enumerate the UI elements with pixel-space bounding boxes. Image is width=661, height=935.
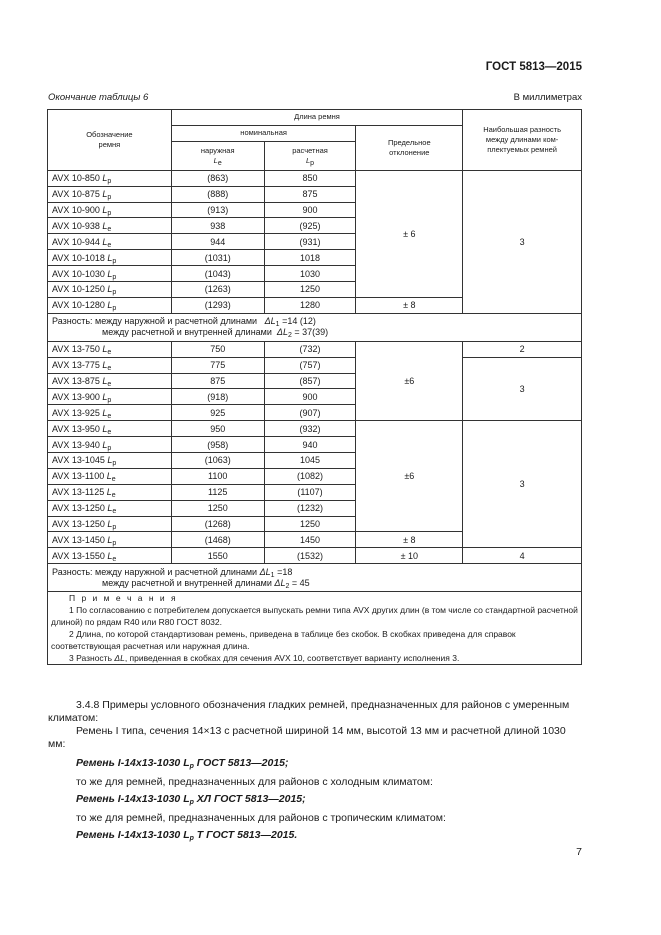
max-diff-cell: 2 — [463, 341, 582, 357]
example-3: Ремень I-14x13-1030 $L_p$ Т ГОСТ 5813—2015. — [76, 829, 298, 842]
table-row: AVX 10-944 $L_e$ 944 (931) — [48, 234, 582, 250]
belt-table — [47, 109, 582, 665]
example-2: Ремень I-14x13-1030 $L_p$ ХЛ ГОСТ 5813—2015; — [76, 793, 306, 806]
table-notes — [48, 592, 582, 665]
page-number: 7 — [576, 846, 582, 858]
note-2: 2 Длина, по которой стандартизован ремень, приведена в таблице без скобок. В скобках приведена для справок соответствующая расчетная или наружная длина. — [51, 629, 516, 652]
notes-title: П р и м е ч а н и я — [69, 593, 178, 604]
table-row: AVX 10-938 $L_e$ 938 (925) — [48, 218, 582, 234]
table-row: AVX 13-925 $L_e$ 925 (907) — [48, 405, 582, 421]
paragraph-3-4-8: 3.4.8 Примеры условного обозначения гладких ремней, предназначенных для районов с умеренным климатом: — [48, 699, 570, 724]
note-1: 1 По согласованию с потребителем допускается выпускать ремни типа AVX других длин (в том числе со стандартной расчетной длиной) по рядам R40 или R80 ГОСТ 8032. — [51, 605, 578, 628]
deviation-cell: ± 10 — [356, 548, 463, 564]
col-deviation-header: Предельное отклонение — [356, 125, 463, 170]
table-row: AVX 13-775 $L_e$ 775 (757) 3 — [48, 357, 582, 373]
table-row: AVX 10-900 $L_p$ (913) 900 — [48, 202, 582, 218]
col-outer-header: наружная $L_e$ — [171, 141, 264, 170]
max-diff-cell: 4 — [463, 548, 582, 564]
deviation-cell: ± 8 — [356, 532, 463, 548]
col-belt-length-header: Длина ремня — [171, 110, 462, 126]
deviation-cell: ±6 — [356, 421, 463, 532]
example-1: Ремень I-14x13-1030 $L_p$ ГОСТ 5813—2015; — [76, 757, 289, 770]
table-row: AVX 13-900 $L_p$ (918) 900 — [48, 389, 582, 405]
table-row: AVX 10-850 $L_p$ (863) 850 ± 6 3 — [48, 170, 582, 186]
paragraph-cold: то же для ремней, предназначенных для районов с холодным климатом: — [76, 776, 433, 788]
table-row: AVX 10-1030 $L_p$ (1043) 1030 — [48, 266, 582, 282]
max-diff-cell: 3 — [463, 421, 582, 548]
difference-note-row: Разность: между наружной и расчетной длинами $\Delta L_1 =18$ между расчетной и внутренней длинами $\Delta L_2 = 45$ — [48, 564, 582, 592]
col-nominal-header: номинальная — [171, 125, 356, 141]
col-max-diff-header: Наибольшая разность между длинами ком- плектуемых ремней — [463, 110, 582, 171]
table-row: AVX 10-1280 $L_p$ (1293) 1280 ± 8 — [48, 297, 582, 313]
difference-note-row: Разность: между наружной и расчетной длинами $\Delta L_1 =14$ (12) между расчетной и внутренней длинами $\Delta L_2 = 37(39)$ — [48, 313, 582, 341]
table-caption: Окончание таблицы 6 — [48, 92, 149, 103]
standard-header: ГОСТ 5813—2015 — [485, 61, 582, 73]
table-row: AVX 13-875 $L_e$ 875 (857) — [48, 373, 582, 389]
table-row: AVX 10-1018 $L_p$ (1031) 1018 — [48, 250, 582, 266]
paragraph-example-desc: Ремень I типа, сечения 14×13 с расчетной шириной 14 мм, высотой 13 мм и расчетной длиной 1030 мм: — [48, 725, 566, 750]
deviation-cell: ±6 — [356, 341, 463, 420]
units-caption: В миллиметрах — [513, 92, 582, 103]
deviation-cell: ± 6 — [356, 170, 463, 297]
deviation-cell: ± 8 — [356, 297, 463, 313]
table-row: AVX 13-1450 $L_p$ (1468) 1450 ± 8 — [48, 532, 582, 548]
col-calc-header: расчетная $L_p$ — [264, 141, 356, 170]
table-row: AVX 10-1250 $L_p$ (1263) 1250 — [48, 282, 582, 298]
table-row: AVX 13-1125 $L_e$ 1125 (1107) — [48, 484, 582, 500]
table-row: AVX 13-750 $L_e$ 750 (732) ±6 2 — [48, 341, 582, 357]
table-row: AVX 13-1045 $L_p$ (1063) 1045 — [48, 453, 582, 469]
table-row: AVX 13-950 $L_e$ 950 (932) ±6 3 — [48, 421, 582, 437]
paragraph-tropical: то же для ремней, предназначенных для районов с тропическим климатом: — [76, 812, 446, 824]
table-row: AVX 13-1250 $L_p$ (1268) 1250 — [48, 516, 582, 532]
max-diff-cell: 3 — [463, 170, 582, 313]
table-row: AVX 13-1100 $L_e$ 1100 (1082) — [48, 468, 582, 484]
note-3: 3 Разность ΔL, приведенная в скобках для сечения AVX 10, соответствует варианту исполнения 3. — [69, 653, 460, 664]
body-text — [48, 699, 583, 842]
table-row: AVX 13-1550 $L_e$ 1550 (1532) ± 10 4 — [48, 548, 582, 564]
table-row: AVX 10-875 $L_p$ (888) 875 — [48, 186, 582, 202]
table-row: AVX 13-1250 $L_e$ 1250 (1232) — [48, 500, 582, 516]
col-designation-header: Обозначение ремня — [48, 110, 172, 171]
table-row: AVX 13-940 $L_p$ (958) 940 — [48, 437, 582, 453]
max-diff-cell: 3 — [463, 357, 582, 421]
